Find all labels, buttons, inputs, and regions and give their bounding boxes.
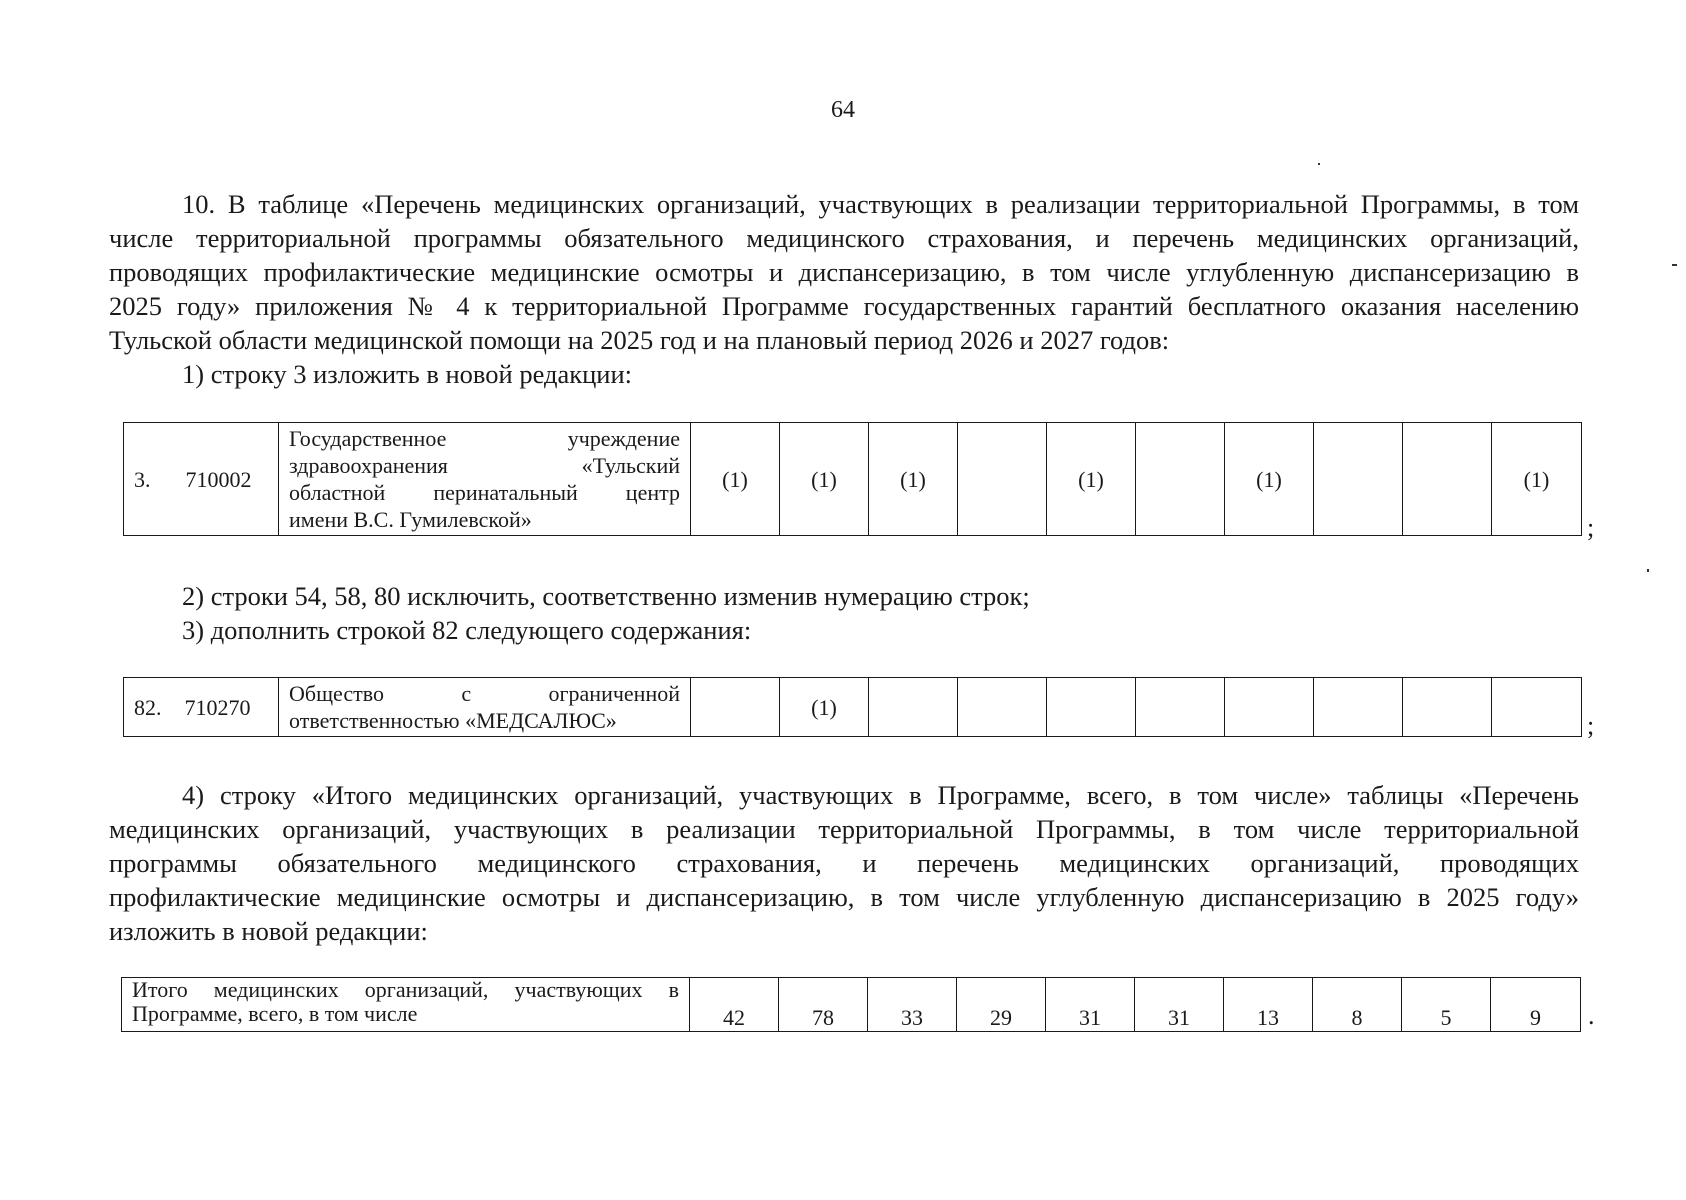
table-cell (1136, 678, 1225, 737)
org-code: 710002 (185, 466, 252, 492)
org-name-cell (279, 678, 691, 737)
total-value-cell: 29 (957, 978, 1046, 1032)
org-name-line: ответственностью «МЕДСАЛЮС» (289, 708, 617, 733)
total-label-cell (122, 978, 690, 1032)
total-value-cell: 31 (1135, 978, 1224, 1032)
total-value-cell: 8 (1313, 978, 1402, 1032)
table-cell: (1) (780, 678, 869, 737)
table-cell (1225, 678, 1314, 737)
org-code: 710270 (184, 694, 251, 720)
intro-line: числе территориальной программы обязательного медицинского страхования, и перечень медицинских организаций, (109, 223, 1579, 253)
table-cell: (1) (1047, 423, 1136, 536)
table-cell (1047, 678, 1136, 737)
table-row-3 (123, 422, 1582, 536)
org-name-line: областной перинатальный центр (289, 480, 680, 505)
total-value-cell: 5 (1402, 978, 1491, 1032)
total-value-cell: 33 (868, 978, 957, 1032)
org-name-cell (279, 423, 691, 536)
row-number: 82. (134, 694, 162, 720)
table-row-82 (123, 677, 1582, 737)
org-name-line: Общество с ограниченной (289, 681, 680, 706)
scan-speck (1672, 264, 1677, 266)
table-cell (1403, 423, 1492, 536)
item-3-text: 3) дополнить строкой 82 следующего содержания: (182, 615, 752, 645)
intro-paragraph (109, 187, 1579, 391)
row-number: 3. (134, 466, 151, 492)
table-cell (958, 423, 1047, 536)
intro-line: проводящих профилактические медицинские осмотры и диспансеризацию, в том числе углубленную диспансеризацию в (109, 257, 1579, 287)
item-2-text: 2) строки 54, 58, 80 исключить, соответственно изменив нумерацию строк; (182, 581, 1030, 611)
table-cell (1403, 678, 1492, 737)
table-cell (691, 678, 780, 737)
table-cell: (1) (869, 423, 958, 536)
total-value-cell: 13 (1224, 978, 1313, 1032)
intro-line: Тульской области медицинской помощи на 2025 год и на плановый период 2026 и 2027 годов: (109, 325, 1170, 355)
item-4-line: 4) строку «Итого медицинских организаций, участвующих в Программе, всего, в том числе» таблицы «Перечень (182, 780, 1579, 810)
table-cell (1314, 423, 1403, 536)
total-label-line: Итого медицинских организаций, участвующих в (132, 977, 679, 1002)
item-1-text: 1) строку 3 изложить в новой редакции: (182, 359, 633, 389)
item-4-line: изложить в новой редакции: (109, 916, 428, 946)
item-4-line: программы обязательного медицинского страхования, и перечень медицинских организаций, проводящих (109, 848, 1579, 878)
table-cell (1136, 423, 1225, 536)
org-name-line: Государственное учреждение (289, 426, 680, 451)
table2-terminator: ; (1587, 711, 1595, 740)
total-value-cell: 31 (1046, 978, 1135, 1032)
table-cell (958, 678, 1047, 737)
total-value-cell: 78 (779, 978, 868, 1032)
row-number-cell (124, 423, 279, 536)
table-cell (1314, 678, 1403, 737)
org-name-line: имени В.С. Гумилевской» (289, 507, 532, 532)
total-value-cell: 9 (1491, 978, 1581, 1032)
table-cell: (1) (780, 423, 869, 536)
page-number: 64 (831, 97, 855, 123)
intro-line: 2025 году» приложения № 4 к территориальной Программе государственных гарантий бесплатного оказания населению (109, 291, 1579, 321)
scan-speck (1647, 569, 1649, 572)
table-cell (869, 678, 958, 737)
intro-line: 10. В таблице «Перечень медицинских организаций, участвующих в реализации территориальной Программы, в том (182, 189, 1579, 219)
item-4-paragraph (109, 778, 1579, 948)
item-4-line: медицинских организаций, участвующих в реализации территориальной Программы, в том числе территориальной (109, 814, 1579, 844)
item-4-line: профилактические медицинские осмотры и диспансеризацию, в том числе углубленную диспансеризацию в 2025 году» (109, 882, 1579, 912)
scan-speck (1318, 163, 1320, 165)
total-label-line: Программе, всего, в том числе (132, 1001, 418, 1026)
row-number-cell (124, 678, 279, 737)
items-2-3 (109, 579, 1579, 647)
table-cell: (1) (1492, 423, 1582, 536)
table-cell: (1) (691, 423, 780, 536)
table-cell (1492, 678, 1582, 737)
table-total-row (121, 977, 1581, 1032)
table-cell: (1) (1225, 423, 1314, 536)
table1-terminator: ; (1587, 513, 1595, 542)
table3-terminator: . (1588, 1001, 1595, 1030)
total-value-cell: 42 (690, 978, 779, 1032)
org-name-line: здравоохранения «Тульский (289, 453, 680, 478)
